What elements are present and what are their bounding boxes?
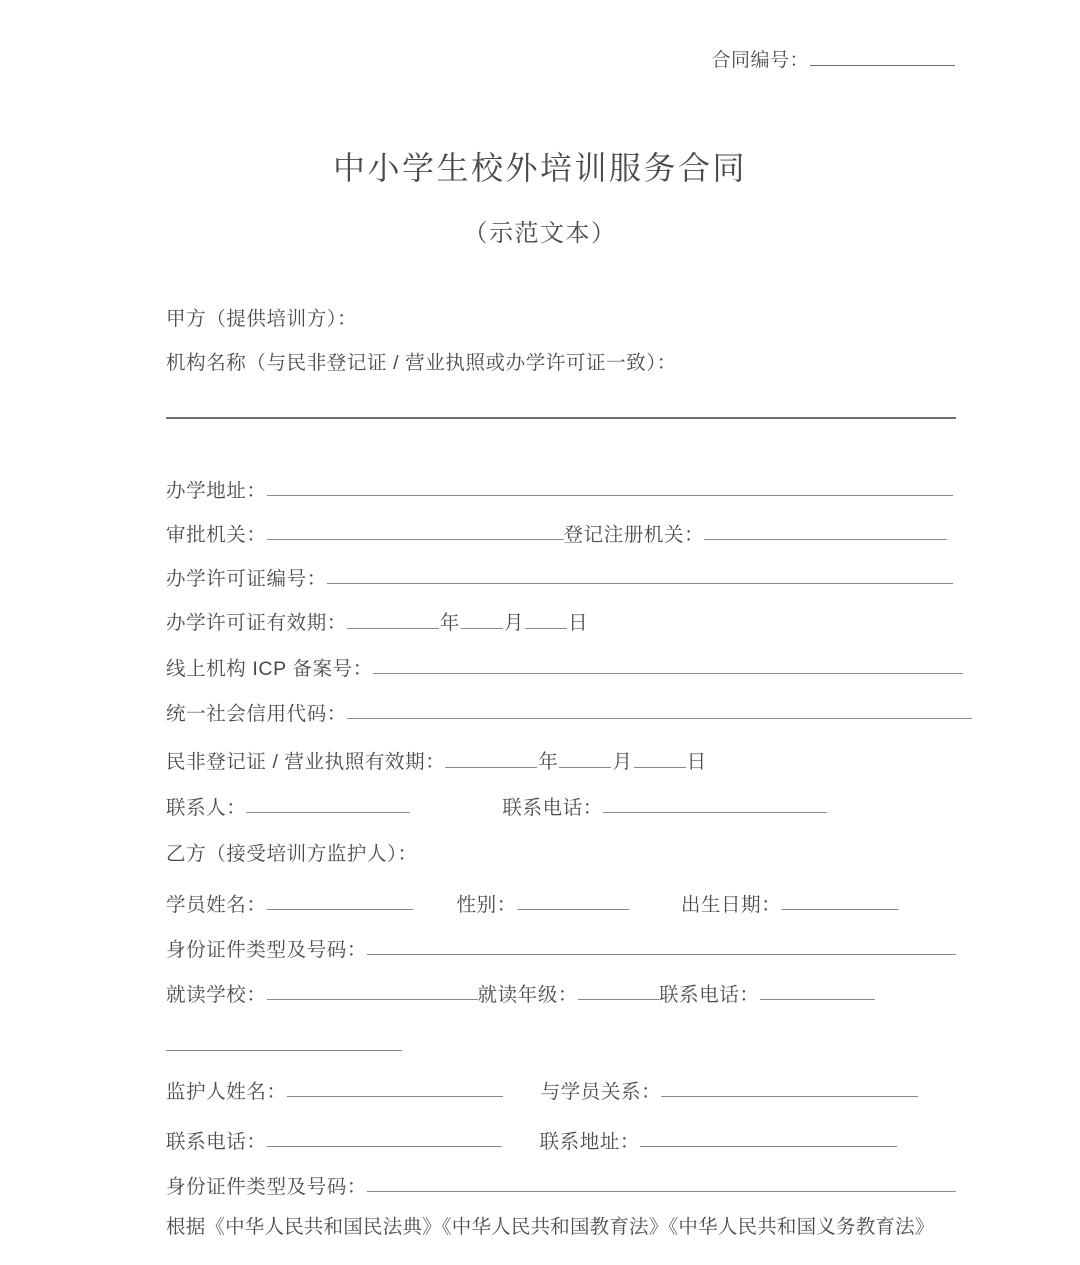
guardian-address-label: 联系地址： bbox=[539, 1131, 641, 1153]
credit-code-row bbox=[166, 701, 956, 725]
icp-blank[interactable] bbox=[373, 656, 963, 674]
student-phone-blank[interactable] bbox=[760, 982, 875, 1000]
student-id-label: 身份证件类型及号码： bbox=[166, 939, 368, 961]
license-validity-label: 办学许可证有效期： bbox=[166, 612, 347, 634]
student-id-row bbox=[166, 937, 956, 961]
party-a-heading: 甲方（提供培训方）： bbox=[166, 308, 358, 330]
day-unit: 日 bbox=[568, 612, 589, 634]
student-id-blank[interactable] bbox=[367, 937, 956, 955]
grade-label: 就读年级： bbox=[477, 984, 579, 1006]
credit-code-blank[interactable] bbox=[347, 701, 972, 719]
guardian-name-blank[interactable] bbox=[287, 1079, 503, 1097]
guardian-row bbox=[166, 1079, 956, 1103]
business-validity-month-blank[interactable] bbox=[559, 750, 611, 768]
day-unit-2: 日 bbox=[686, 751, 707, 773]
license-validity-month-blank[interactable] bbox=[461, 611, 503, 629]
contact-person-label: 联系人： bbox=[166, 797, 247, 819]
approval-authority-blank[interactable] bbox=[267, 522, 564, 540]
business-validity-label: 民非登记证 / 营业执照有效期： bbox=[166, 751, 446, 773]
icp-row bbox=[166, 656, 956, 680]
license-number-label: 办学许可证编号： bbox=[166, 568, 327, 590]
contact-phone-label: 联系电话： bbox=[502, 797, 603, 819]
address-blank[interactable] bbox=[267, 478, 953, 496]
guardian-name-label: 监护人姓名： bbox=[166, 1081, 287, 1103]
business-validity-day-blank[interactable] bbox=[634, 750, 686, 768]
guardian-id-blank[interactable] bbox=[367, 1174, 956, 1192]
icp-label: 线上机构 ICP 备案号： bbox=[166, 658, 373, 680]
registration-authority-label: 登记注册机关： bbox=[563, 524, 705, 546]
org-name-label: 机构名称（与民非登记证 / 营业执照或办学许可证一致）： bbox=[166, 352, 677, 374]
month-unit-2: 月 bbox=[612, 751, 633, 773]
contract-number-blank[interactable] bbox=[810, 45, 955, 66]
school-info-row bbox=[166, 982, 956, 1006]
school-label: 就读学校： bbox=[166, 984, 267, 1006]
contract-number-row bbox=[0, 45, 1080, 72]
birth-date-label: 出生日期： bbox=[680, 894, 782, 916]
license-number-row bbox=[166, 566, 956, 590]
student-info-row bbox=[166, 892, 956, 916]
license-validity-row bbox=[166, 611, 956, 634]
guardian-phone-blank[interactable] bbox=[267, 1129, 502, 1147]
student-phone-label: 联系电话： bbox=[659, 984, 760, 1006]
birth-date-blank[interactable] bbox=[781, 892, 899, 910]
guardian-phone-label: 联系电话： bbox=[166, 1131, 267, 1153]
year-unit-2: 年 bbox=[538, 751, 559, 773]
school-info-continuation-blank[interactable] bbox=[166, 1050, 402, 1051]
year-unit: 年 bbox=[439, 612, 461, 634]
license-number-blank[interactable] bbox=[327, 566, 953, 584]
student-name-blank[interactable] bbox=[267, 892, 413, 910]
contract-number-label: 合同编号： bbox=[711, 50, 809, 71]
month-unit: 月 bbox=[504, 612, 525, 634]
contact-row bbox=[166, 795, 956, 819]
registration-authority-blank[interactable] bbox=[704, 522, 947, 540]
preamble-text: 根据《中华人民共和国民法典》《中华人民共和国教育法》《中华人民共和国义务教育法》 bbox=[166, 1216, 935, 1238]
address-label: 办学地址： bbox=[166, 480, 267, 502]
guardian-id-row bbox=[166, 1174, 956, 1198]
approval-authority-label: 审批机关： bbox=[166, 524, 267, 546]
grade-blank[interactable] bbox=[578, 982, 659, 1000]
business-validity-row bbox=[166, 750, 956, 773]
credit-code-label: 统一社会信用代码： bbox=[166, 703, 347, 725]
guardian-address-blank[interactable] bbox=[640, 1129, 897, 1147]
approval-registration-row bbox=[166, 522, 956, 546]
contact-person-blank[interactable] bbox=[246, 795, 410, 813]
business-validity-year-blank[interactable] bbox=[445, 750, 537, 768]
guardian-id-label: 身份证件类型及号码： bbox=[166, 1176, 368, 1198]
gender-label: 性别： bbox=[456, 894, 517, 916]
student-name-label: 学员姓名： bbox=[166, 894, 267, 916]
guardian-contact-row bbox=[166, 1129, 956, 1153]
license-validity-year-blank[interactable] bbox=[347, 611, 439, 629]
relationship-label: 与学员关系： bbox=[540, 1081, 662, 1103]
address-row bbox=[166, 478, 956, 502]
relationship-blank[interactable] bbox=[661, 1079, 918, 1097]
org-name-blank[interactable] bbox=[166, 417, 956, 419]
document-subtitle: （示范文本） bbox=[463, 220, 617, 247]
party-b-heading: 乙方（接受培训方监护人）： bbox=[166, 843, 418, 865]
gender-blank[interactable] bbox=[517, 892, 629, 910]
license-validity-day-blank[interactable] bbox=[525, 611, 567, 629]
contact-phone-blank[interactable] bbox=[603, 795, 827, 813]
school-blank[interactable] bbox=[267, 982, 478, 1000]
document-title: 中小学生校外培训服务合同 bbox=[332, 150, 747, 186]
